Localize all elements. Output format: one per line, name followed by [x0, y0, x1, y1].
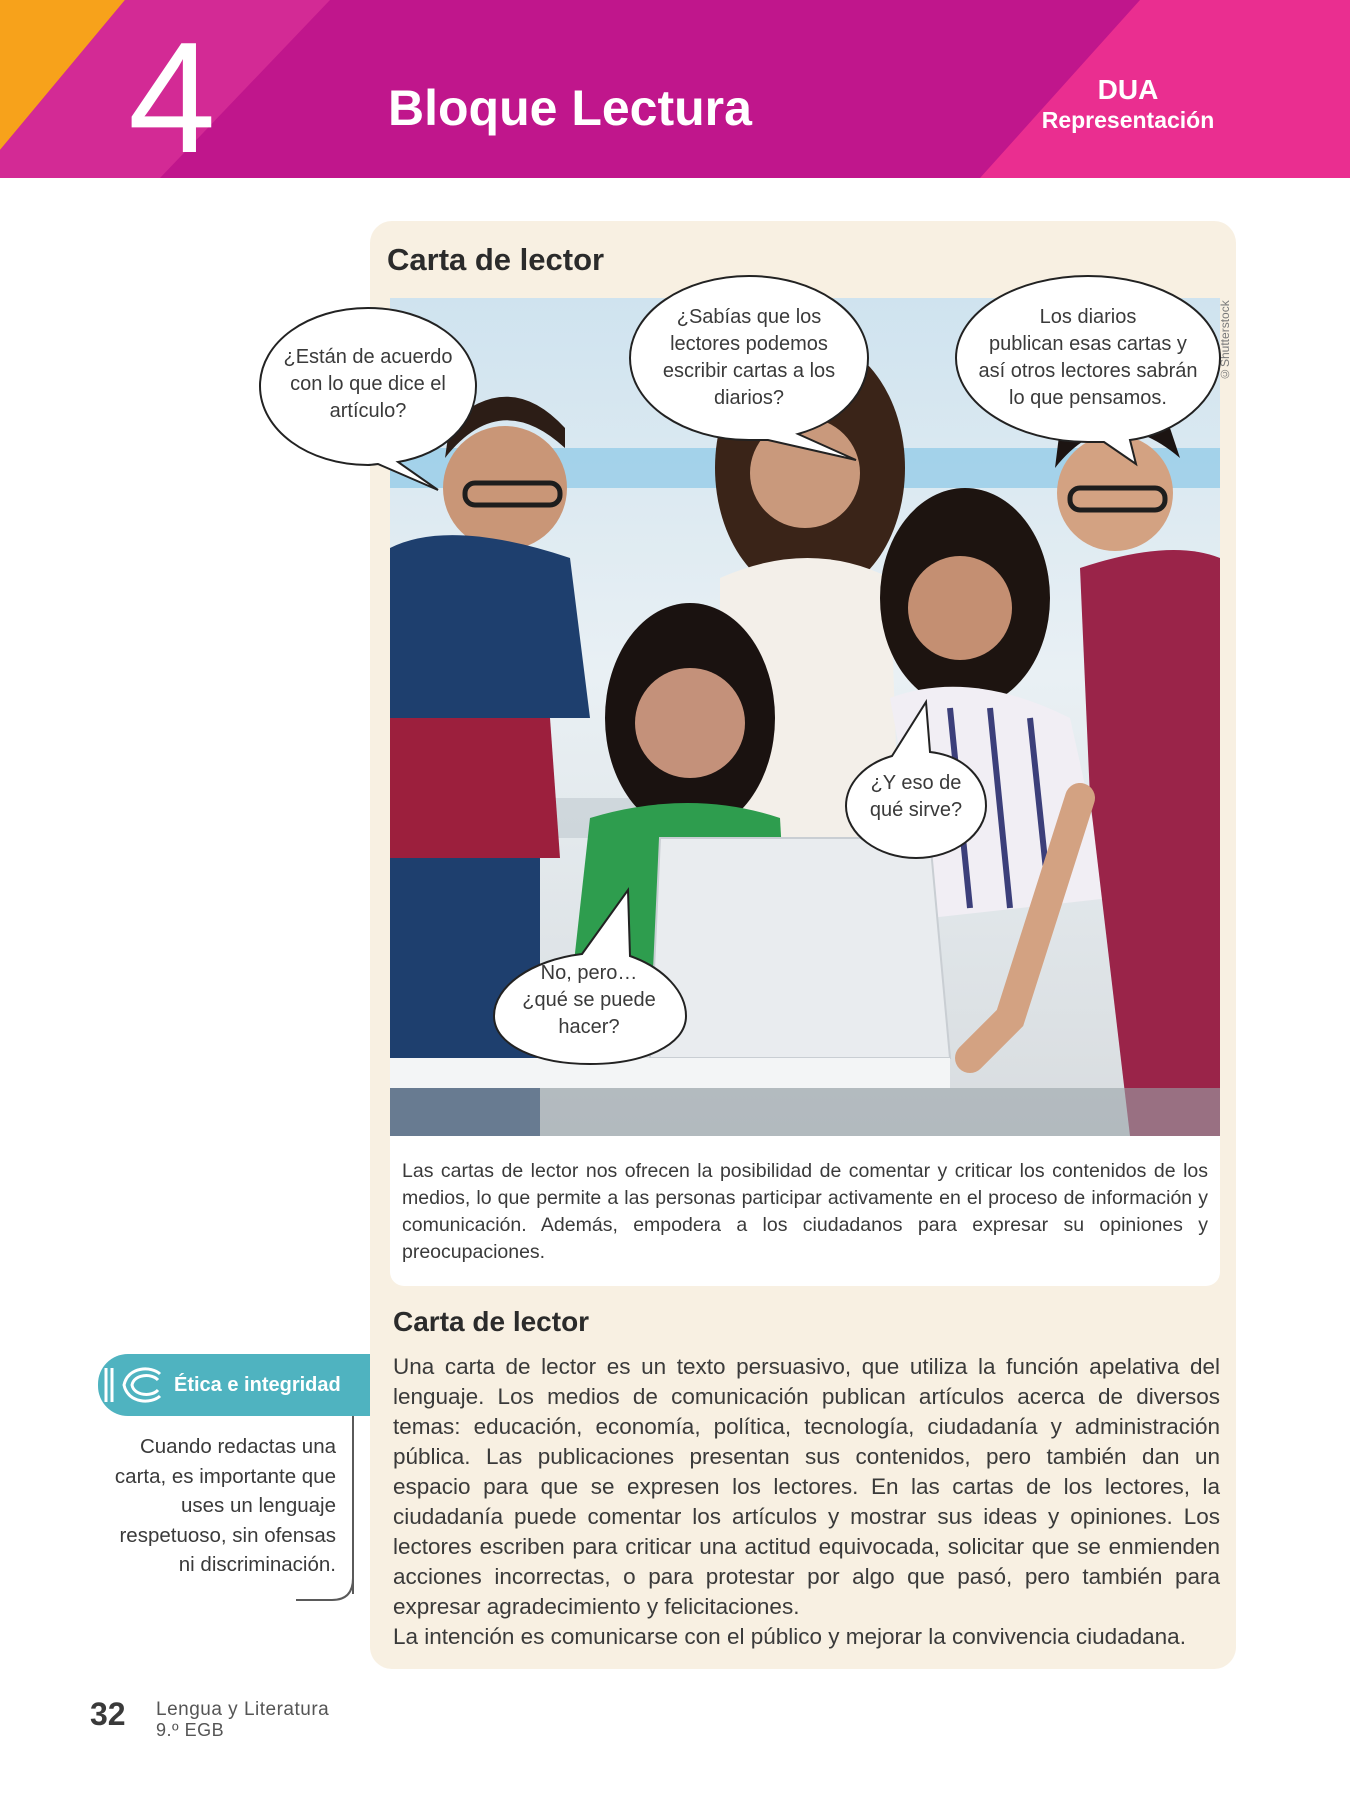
photo-caption-box [390, 1136, 1220, 1286]
speech-bubble-3 [954, 274, 1222, 466]
bubble-2-line-3: escribir cartas a los [662, 360, 836, 382]
photo-caption: Las cartas de lector nos ofrecen la posibilidad de comentar y criticar los contenidos de los medios, lo que permite a las personas participar activamente en el proceso de información y comunicación. Además, empodera a los ciudadanos para expresar su opiniones y preocupaciones. [402, 1160, 1208, 1263]
bubble-1-line-2: con lo que dice el [290, 373, 446, 395]
panel-title: Carta de lector [387, 242, 605, 277]
bubble-1-line-1: ¿Están de acuerdo [283, 346, 453, 368]
bubble-3-line-1: Los diarios [1039, 306, 1137, 328]
dua-tag: DUA [1097, 74, 1159, 105]
dua-subtitle: Representación [1041, 107, 1215, 133]
bubble-3-line-3: así otros lectores sabrán [978, 360, 1198, 382]
bubble-2-line-4: diarios? [713, 387, 785, 409]
bubble-2-line-2: lectores podemos [670, 333, 828, 355]
page-header [0, 0, 1350, 178]
body-paragraph-2: La intención es comunicarse con el público y mejorar la convivencia ciudadana. [393, 1624, 1186, 1649]
ic-letters-icon [100, 1364, 166, 1406]
unit-number: 4 [128, 10, 216, 178]
speech-bubble-5 [490, 888, 688, 1066]
section-body [393, 1352, 1220, 1652]
speech-bubble-2 [628, 274, 870, 462]
bubble-3-line-2: publican esas cartas y [989, 333, 1187, 355]
speech-bubble-1 [258, 306, 478, 492]
bubble-4-line-1: ¿Y eso de [870, 772, 962, 794]
bubble-5-line-2: ¿qué se puede [522, 989, 656, 1011]
bubble-3-line-4: lo que pensamos. [1009, 387, 1167, 409]
photo-credit: ©Shutterstock [1218, 300, 1232, 381]
sidebar-divider [352, 1416, 354, 1594]
footer-subject: Lengua y Literatura [156, 1699, 330, 1720]
bubble-5-line-3: hacer? [558, 1016, 620, 1038]
bubble-1-line-3: artículo? [329, 400, 407, 422]
body-paragraph-1: Una carta de lector es un texto persuasivo, que utiliza la función apelativa del lenguaje. Los medios de comunicación publican artículos acerca de diversos temas: educación, economía, política, tecnología, ciudadanía y administración pública. Las publicaciones presentan sus contenidos, pero también dan un espacio para que se expresen los lectores. En las cartas de los lectores, la ciudadanía puede comentar los artículos y mostrar sus ideas y opiniones. Los lectores escriben para criticar una actitud equivocada, solicitar que se enmienden acciones incorrectas, o para protestar por algo que pasó, pero también para expresar agradecimiento y felicitaciones. [393, 1354, 1220, 1619]
bubble-4-line-2: qué sirve? [869, 799, 963, 821]
ethics-badge [98, 1354, 370, 1416]
ethics-badge-label: Ética e integridad [174, 1374, 341, 1396]
block-title: Bloque Lectura [388, 80, 752, 136]
footer-grade: 9.º EGB [156, 1720, 225, 1740]
section-title: Carta de lector [393, 1306, 590, 1337]
speech-bubble-4 [842, 700, 988, 860]
bubble-5-line-1: No, pero… [540, 962, 638, 984]
sidebar-curve [296, 1578, 356, 1604]
sidebar-text: Cuando redactas una carta, es importante que uses un lenguaje respetuoso, sin ofensas ni discriminación. [114, 1435, 336, 1576]
bubble-2-line-1: ¿Sabías que los [676, 306, 822, 328]
page-number: 32 [90, 1696, 126, 1732]
